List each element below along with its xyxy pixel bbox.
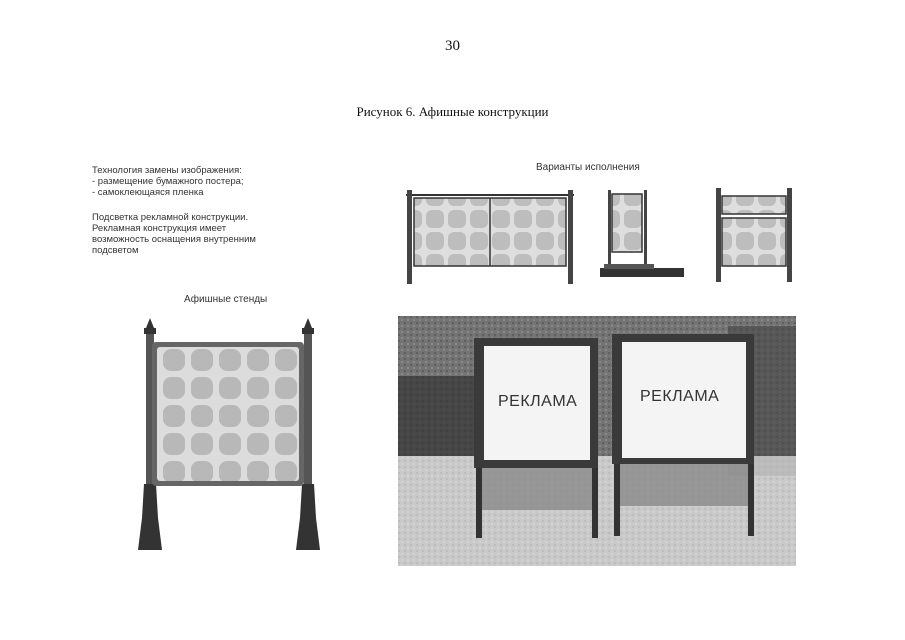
header-panel (722, 196, 786, 214)
right-poster-text: РЕКЛАМА (640, 388, 720, 405)
stand-base (600, 268, 684, 277)
lighting-line: Рекламная конструкция имеет (92, 223, 227, 234)
technology-line: Технология замены изображения: (92, 165, 242, 176)
right-cap (302, 328, 314, 334)
right-foot (296, 484, 320, 550)
left-finial (146, 318, 154, 328)
figure-caption: Рисунок 6. Афишные конструкции (356, 104, 549, 119)
right-post (787, 188, 792, 282)
lighting-line: Подсветка рекламной конструкции. (92, 212, 249, 223)
right-column (304, 334, 312, 484)
photo-scene (398, 316, 796, 566)
right-post (644, 190, 647, 270)
poster-stand-drawing (132, 318, 332, 570)
building-window (398, 376, 478, 456)
poster-panel (722, 218, 786, 266)
left-stand-leg (592, 468, 598, 538)
variant-header-stand (712, 186, 796, 284)
variant-double-stand (402, 186, 578, 286)
left-poster-text: РЕКЛАМА (498, 393, 578, 410)
stands-heading: Афишные стенды (184, 294, 268, 305)
stand-base-top (604, 264, 654, 269)
right-stand-leg (614, 464, 620, 536)
left-stand-lower-panel (478, 468, 594, 510)
variant-base-stand (600, 186, 686, 282)
lighting-line: возможность оснащения внутренним (92, 234, 256, 245)
page-number: 30 (445, 38, 460, 54)
left-cap (144, 328, 156, 334)
left-post (716, 188, 721, 282)
left-foot (138, 484, 162, 550)
lighting-note (92, 212, 256, 256)
lighting-line: подсветом (92, 245, 139, 256)
right-finial (304, 318, 312, 328)
variants-heading: Варианты исполнения (536, 162, 640, 173)
left-post (608, 190, 611, 270)
technology-note (92, 165, 244, 198)
right-stand-leg (748, 464, 754, 536)
left-stand-leg (476, 468, 482, 538)
stand-poster (157, 347, 299, 481)
left-post (407, 190, 412, 284)
right-stand-lower-panel (616, 464, 750, 506)
technology-line: - размещение бумажного постера; (92, 176, 244, 187)
right-post (568, 190, 573, 284)
street-stands-photo (398, 316, 796, 566)
technology-line: - самоклеющаяся пленка (92, 187, 204, 198)
poster-panel (612, 194, 642, 252)
